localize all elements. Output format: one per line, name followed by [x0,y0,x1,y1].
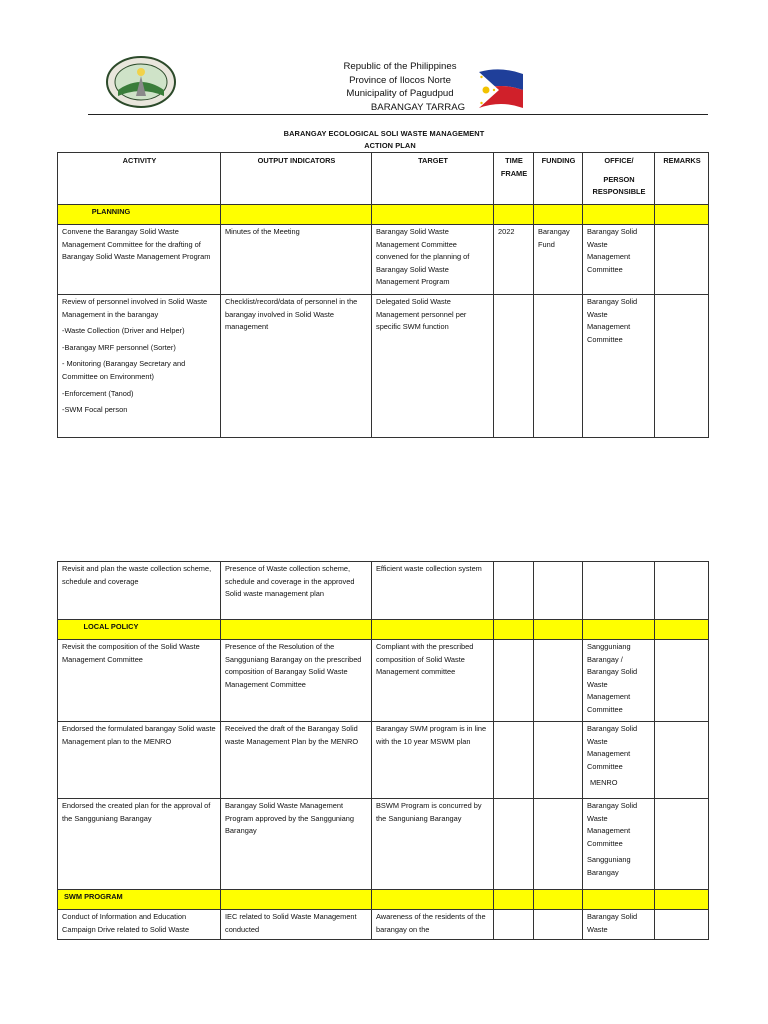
table-header-row [58,153,709,205]
time-header-line2: FRAME [500,168,528,178]
section-row-swm-program [58,890,709,910]
cell-output: Minutes of the Meeting [221,225,372,295]
cell-target: Barangay SWM program is in line with the 10 year MSWM plan [372,722,494,799]
activity-list-item: - Monitoring (Barangay Secretary and Committee on Environment) [62,359,186,381]
section-label-planning: PLANNING [58,205,221,225]
province-line: Province of Ilocos Norte [349,74,451,86]
column-header-office [583,153,655,205]
barangay-seal-logo [106,56,176,108]
philippine-flag-icon [477,68,525,111]
cell-time-frame [494,295,534,438]
office-text: Barangay Solid Waste Management Committee [587,801,638,848]
column-header-target: TARGET [372,153,494,205]
table-row [58,722,709,799]
cell-output: Presence of the Resolution of the Sangguniang Barangay on the prescribed composition of Barangay Solid Waste Management Committee [221,640,372,722]
government-header [300,60,500,114]
cell-office [583,799,655,890]
office-header-line1: OFFICE/ [604,156,634,165]
action-plan-table [57,152,709,438]
table-row [58,910,709,940]
cell-output: Checklist/record/data of personnel in the barangay involved in Solid Waste management [221,295,372,438]
cell-output: Received the draft of the Barangay Solid waste Management Plan by the MENRO [221,722,372,799]
table-row [58,640,709,722]
table-row [58,799,709,890]
cell-office: Barangay Solid Waste [583,910,655,940]
cell-target: Awareness of the residents of the barangay on the [372,910,494,940]
column-header-funding: FUNDING [534,153,583,205]
cell-target: Compliant with the prescribed composition of Solid Waste Management committee [372,640,494,722]
column-header-activity: ACTIVITY [58,153,221,205]
cell-target: Efficient waste collection system [372,562,494,620]
cell-output: Presence of Waste collection scheme, schedule and coverage in the approved Solid waste management plan [221,562,372,620]
table-row [58,562,709,620]
time-header-line1: TIME [505,156,523,165]
municipality-line: Municipality of Pagudpud [346,88,454,99]
office-header-line2: PERSON [603,174,635,184]
cell-office: Barangay Solid Waste Management Committee [583,225,655,295]
cell-activity: Convene the Barangay Solid Waste Management Committee for the drafting of Barangay Solid Waste Management Program [58,225,221,295]
cell-output: IEC related to Solid Waste Management conducted [221,910,372,940]
column-header-output: OUTPUT INDICATORS [221,153,372,205]
cell-funding [534,295,583,438]
activity-list-item: -SWM Focal person [62,405,128,415]
cell-funding: Barangay Fund [534,225,583,295]
cell-activity: Revisit and plan the waste collection scheme, schedule and coverage [58,562,221,620]
office-text: Barangay Solid Waste Management Committee [587,724,638,771]
cell-activity: Endorsed the formulated barangay Solid waste Management plan to the MENRO [58,722,221,799]
cell-remarks [655,225,709,295]
cell-target: Barangay Solid Waste Management Committee convened for the planning of Barangay Solid Waste Management Program [372,225,494,295]
cell-target: BSWM Program is concurred by the Sanguniang Barangay [372,799,494,890]
cell-office: Sangguniang Barangay / Barangay Solid Waste Management Committee [583,640,655,722]
document-title: BARANGAY ECOLOGICAL SOLI WASTE MANAGEMENT [283,129,485,138]
header-divider [88,114,708,115]
document-subtitle: ACTION PLAN [364,141,416,150]
republic-line: Republic of the Philippines [343,61,457,72]
office-header-line3: RESPONSIBLE [592,187,646,197]
office-text-secondary: Sangguniang Barangay [587,855,631,877]
cell-office [583,722,655,799]
table-row [58,225,709,295]
cell-remarks [655,295,709,438]
activity-list-item: -Waste Collection (Driver and Helper) [62,326,185,336]
cell-time-frame: 2022 [494,225,534,295]
section-row-local-policy [58,620,709,640]
column-header-time-frame [494,153,534,205]
cell-output: Barangay Solid Waste Management Program approved by the Sangguniang Barangay [221,799,372,890]
cell-office: Barangay Solid Waste Management Committee [583,295,655,438]
action-plan-table-continued [57,561,709,940]
cell-activity: Conduct of Information and Education Campaign Drive related to Solid Waste [58,910,221,940]
section-label-local-policy: LOCAL POLICY [58,620,221,640]
cell-target: Delegated Solid Waste Management personnel per specific SWM function [372,295,494,438]
table-row [58,295,709,438]
activity-text: Review of personnel involved in Solid Waste Management in the barangay [62,297,208,319]
cell-activity: Revisit the composition of the Solid Waste Management Committee [58,640,221,722]
activity-list-item: -Barangay MRF personnel (Sorter) [62,342,176,352]
barangay-line: BARANGAY TARRAG [370,101,466,113]
column-header-remarks: REMARKS [655,153,709,205]
office-text-secondary: MENRO [590,778,618,788]
activity-list-item: -Enforcement (Tanod) [62,388,134,398]
cell-activity: Endorsed the created plan for the approval of the Sangguniang Barangay [58,799,221,890]
section-label-swm-program: SWM PROGRAM [58,890,221,910]
section-row-planning [58,205,709,225]
cell-activity [58,295,221,438]
